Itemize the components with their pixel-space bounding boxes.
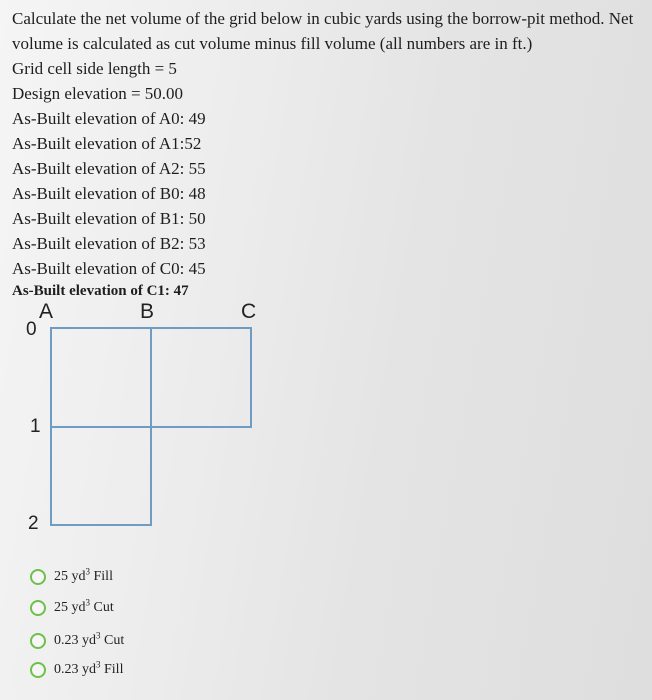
given-elevation-c0: As-Built elevation of C0: 45 (12, 259, 206, 278)
column-label-c: C (241, 300, 257, 323)
given-elevation-a2: As-Built elevation of A2: 55 (12, 159, 206, 178)
option-unit: yd (71, 569, 86, 584)
grid-cell-a1-b2 (50, 426, 152, 526)
option-unit: yd (82, 662, 96, 677)
row-label-1: 1 (30, 416, 41, 437)
borrow-pit-grid (20, 300, 280, 532)
given-elevation-b2: As-Built elevation of B2: 53 (12, 234, 206, 253)
given-elevation-b0: As-Built elevation of B0: 48 (12, 184, 206, 203)
row-label-0: 0 (26, 319, 37, 340)
given-elevation-a0: As-Built elevation of A0: 49 (12, 109, 206, 128)
radio-button[interactable] (30, 569, 46, 585)
option-exponent: 3 (96, 659, 101, 670)
option-0-23-cut[interactable] (30, 630, 124, 652)
column-label-b: B (140, 300, 155, 323)
row-label-2: 2 (28, 513, 39, 534)
option-value: 0.23 (54, 662, 79, 677)
option-25-cut[interactable] (30, 597, 114, 619)
option-unit: yd (82, 633, 96, 648)
option-label (54, 566, 113, 585)
grid-cell-b0-c1 (150, 327, 252, 428)
option-0-23-fill[interactable] (30, 659, 123, 681)
option-value: 25 (54, 569, 68, 584)
given-elevation-c1: As-Built elevation of C1: 47 (12, 283, 189, 299)
option-kind: Fill (93, 569, 113, 584)
option-kind: Cut (104, 633, 125, 648)
given-elevation-b1: As-Built elevation of B1: 50 (12, 209, 206, 228)
question-intro: Calculate the net volume of the grid below in cubic yards using the borrow-pit method. Net volume is calculated as cut volume minus fill volume (all numbers are in ft.) (12, 9, 634, 53)
option-value: 25 (54, 600, 68, 615)
radio-button[interactable] (30, 600, 46, 616)
option-kind: Fill (104, 662, 124, 677)
option-25-fill[interactable] (30, 566, 113, 588)
given-cell-length: Grid cell side length = 5 (12, 59, 177, 78)
question-text (12, 6, 646, 301)
option-exponent: 3 (96, 630, 101, 641)
radio-button[interactable] (30, 633, 46, 649)
radio-button[interactable] (30, 662, 46, 678)
option-label (54, 630, 125, 649)
option-label (54, 659, 124, 678)
column-label-a: A (39, 300, 54, 323)
grid-cell-a0-b1 (50, 327, 152, 428)
option-kind: Cut (93, 600, 114, 615)
option-unit: yd (71, 600, 86, 615)
option-exponent: 3 (85, 566, 90, 577)
option-exponent: 3 (85, 597, 90, 608)
given-elevation-a1: As-Built elevation of A1:52 (12, 134, 202, 153)
option-value: 0.23 (54, 633, 79, 648)
given-design-elevation: Design elevation = 50.00 (12, 84, 184, 103)
option-label (54, 597, 114, 616)
